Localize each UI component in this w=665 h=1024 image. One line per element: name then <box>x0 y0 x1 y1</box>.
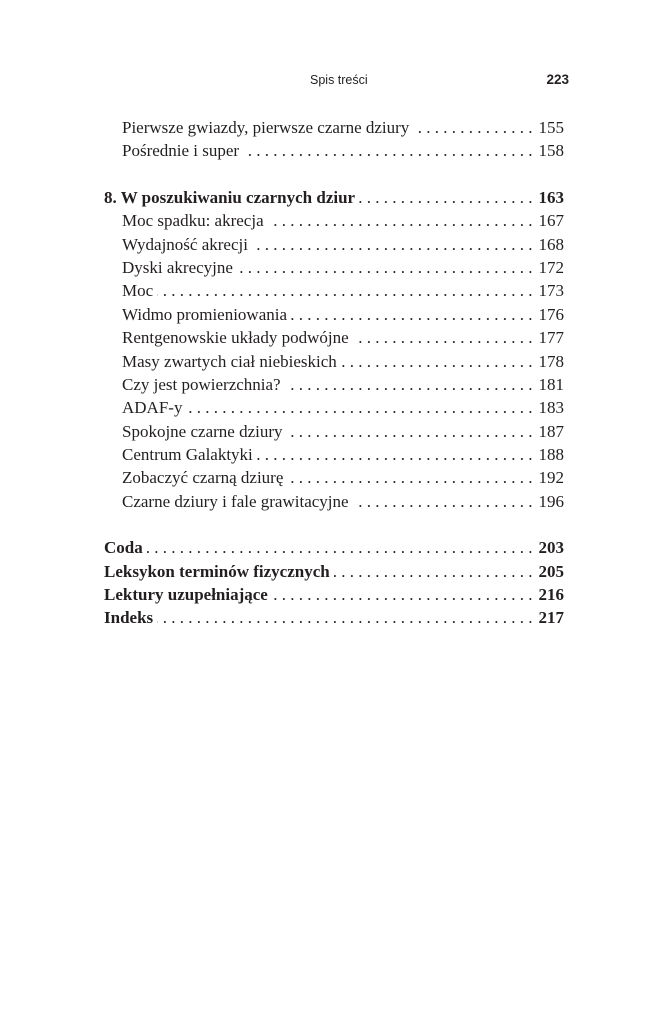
table-of-contents <box>104 116 564 630</box>
toc-entry-title: Czarne dziury i fale grawitacyjne <box>122 491 349 511</box>
toc-entry <box>104 490 564 513</box>
toc-back-matter-entry <box>104 606 564 629</box>
toc-entry-title: Zobaczyć czarną dziurę <box>122 468 284 488</box>
dot-leader <box>285 373 533 396</box>
dot-leader <box>353 326 533 349</box>
toc-back-matter-entry <box>104 536 564 559</box>
toc-entry-page: 155 <box>538 118 564 137</box>
toc-entry-title: Moc <box>122 281 154 301</box>
toc-entry-title: Rentgenowskie układy podwójne <box>122 328 349 348</box>
dot-leader <box>257 443 533 466</box>
toc-entry-page: 181 <box>538 374 564 394</box>
toc-back-matter-entry <box>104 583 564 606</box>
toc-entry <box>104 256 564 279</box>
toc-entry <box>104 303 564 326</box>
toc-entry-title: Masy zwartych ciał niebieskich <box>122 351 337 371</box>
toc-entry-title: ADAF-y <box>122 398 183 418</box>
dot-leader <box>157 606 532 629</box>
page-number: 223 <box>546 72 569 87</box>
toc-entry-title: Czy jest powierzchnia? <box>122 374 281 394</box>
dot-leader <box>291 303 532 326</box>
dot-leader <box>237 256 533 279</box>
toc-entry-page: 172 <box>538 257 564 277</box>
dot-leader <box>147 536 533 559</box>
toc-entry-page: 167 <box>538 211 564 231</box>
toc-entry <box>104 420 564 443</box>
toc-entry <box>104 373 564 396</box>
toc-entry <box>104 116 564 139</box>
toc-entry <box>104 350 564 373</box>
dot-leader <box>359 186 532 209</box>
running-head-title: Spis treści <box>310 73 368 87</box>
toc-entry-page: 216 <box>538 585 564 605</box>
toc-back-matter-entry <box>104 560 564 583</box>
toc-entry-page: 192 <box>538 468 564 488</box>
toc-entry-page: 217 <box>538 608 564 628</box>
toc-entry-title: Indeks <box>104 608 154 628</box>
toc-entry-page: 168 <box>538 234 564 254</box>
toc-group-back-matter <box>104 536 564 630</box>
toc-entry-page: 203 <box>538 538 564 558</box>
toc-entry-page: 187 <box>538 421 564 441</box>
toc-entry <box>104 209 564 232</box>
toc-entry <box>104 443 564 466</box>
toc-entry-title: Leksykon terminów fizycznych <box>104 561 330 581</box>
toc-entry <box>104 139 564 162</box>
toc-entry-page: 196 <box>538 491 564 511</box>
toc-entry-page: 178 <box>538 351 564 371</box>
dot-leader <box>157 279 532 302</box>
toc-entry-page: 177 <box>538 328 564 348</box>
toc-chapter-title: 8. W poszukiwaniu czarnych dziur <box>104 187 356 207</box>
dot-leader <box>341 350 533 373</box>
toc-entry-title: Lektury uzupełniające <box>104 585 268 605</box>
toc-group-chapter-8 <box>104 186 564 513</box>
toc-entry-title: Coda <box>104 538 143 558</box>
toc-entry-title: Pierwsze gwiazdy, pierwsze czarne dziury <box>122 118 410 137</box>
toc-entry <box>104 466 564 489</box>
dot-leader <box>186 396 532 419</box>
toc-entry-page: 158 <box>538 141 564 161</box>
dot-leader <box>413 116 532 139</box>
toc-entry <box>104 326 564 349</box>
toc-entry-page: 183 <box>538 398 564 418</box>
dot-leader <box>334 560 533 583</box>
dot-leader <box>287 420 533 443</box>
toc-entry-page: 188 <box>538 445 564 465</box>
toc-chapter-page: 163 <box>538 187 564 207</box>
toc-group-continued <box>104 116 564 163</box>
toc-entry-page: 176 <box>538 304 564 324</box>
toc-entry-title: Pośrednie i super <box>122 141 240 161</box>
toc-entry-title: Centrum Galaktyki <box>122 445 253 465</box>
dot-leader <box>287 466 532 489</box>
dot-leader <box>353 490 533 513</box>
toc-chapter-heading <box>104 186 564 209</box>
toc-entry-title: Widmo promieniowania <box>122 304 288 324</box>
dot-leader <box>243 139 532 162</box>
toc-entry-page: 205 <box>538 561 564 581</box>
toc-entry-title: Moc spadku: akrecja <box>122 211 264 231</box>
toc-entry <box>104 279 564 302</box>
dot-leader <box>252 233 533 256</box>
toc-entry <box>104 396 564 419</box>
toc-entry <box>104 233 564 256</box>
toc-entry-title: Wydajność akrecji <box>122 234 248 254</box>
toc-entry-title: Spokojne czarne dziury <box>122 421 283 441</box>
running-head <box>0 70 665 90</box>
toc-entry-page: 173 <box>538 281 564 301</box>
dot-leader <box>272 583 533 606</box>
dot-leader <box>268 209 533 232</box>
toc-entry-title: Dyski akrecyjne <box>122 257 233 277</box>
